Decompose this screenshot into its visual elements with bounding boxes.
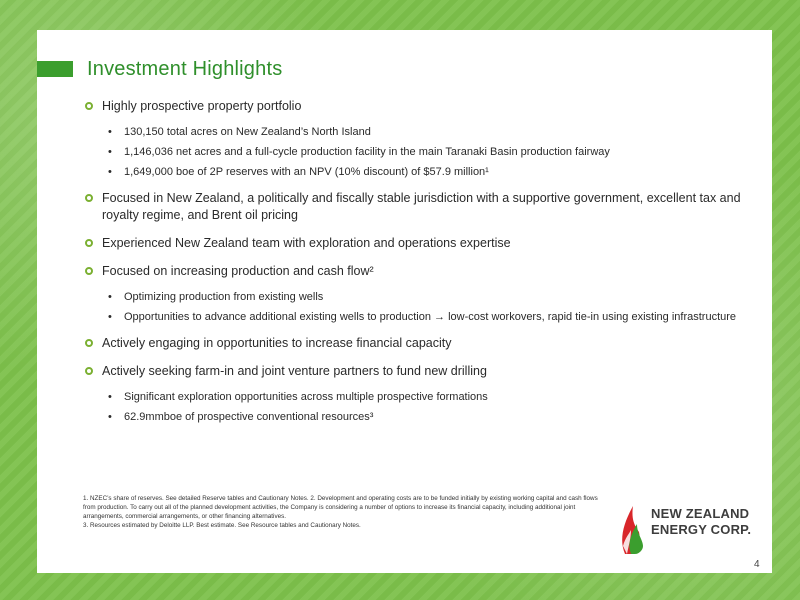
company-logo (617, 500, 767, 555)
bullet-text: Experienced New Zealand team with exploration and operations expertise (102, 236, 511, 250)
ring-bullet-icon (85, 102, 93, 110)
dot-bullet-icon: • (108, 391, 112, 403)
flame-logo-icon (617, 500, 649, 556)
sub-bullet-text: 1,649,000 boe of 2P reserves with an NPV (10% discount) of $57.9 million¹ (124, 166, 489, 178)
dot-bullet-icon: • (108, 411, 112, 423)
dot-bullet-icon: • (108, 146, 112, 158)
logo-text (651, 506, 751, 538)
sub-bullet-list (83, 290, 763, 325)
sub-bullet-list (83, 125, 763, 180)
slide-card (37, 30, 772, 573)
logo-line-1: NEW ZEALAND (651, 506, 750, 521)
ring-bullet-icon (85, 339, 93, 347)
dot-bullet-icon: • (108, 126, 112, 138)
bullet-text: Actively seeking farm-in and joint venture partners to fund new drilling (102, 364, 487, 378)
bullet-item (83, 190, 763, 224)
sub-bullet-item (83, 145, 763, 160)
sub-bullet-text: 1,146,036 net acres and a full-cycle production facility in the main Taranaki Basin production fairway (124, 146, 610, 158)
bullet-item (83, 98, 763, 115)
ring-bullet-icon (85, 239, 93, 247)
sub-bullet-text: Opportunities to advance additional existing wells to production → low-cost workovers, rapid tie-in using existing infrastructure (124, 311, 737, 323)
sub-bullet-item (83, 310, 763, 325)
sub-bullet-text: Optimizing production from existing wells (124, 291, 324, 303)
bullet-text: Highly prospective property portfolio (102, 99, 302, 113)
sub-bullet-list (83, 390, 763, 425)
dot-bullet-icon: • (108, 291, 112, 303)
bullet-text: Focused on increasing production and cash flow² (102, 264, 374, 278)
bullet-content (83, 98, 763, 435)
slide-title: Investment Highlights (87, 58, 283, 80)
dot-bullet-icon: • (108, 311, 112, 323)
sub-bullet-item (83, 125, 763, 140)
sub-bullet-item (83, 410, 763, 425)
footnote: 1. NZEC’s share of reserves. See detailed Reserve tables and Cautionary Notes. 2. Development and operating costs are to be funded initially by existing working capital and cash flows from production. To carry out all of the planned development activities, the Company is considering a number of options to increase its financial capacity, including additional joint arrangements, commercial arrangements, or other financing alternatives. (83, 495, 598, 520)
bullet-item (83, 335, 763, 352)
bullet-item (83, 235, 763, 252)
page-number: 4 (754, 559, 760, 570)
sub-bullet-item (83, 165, 763, 180)
bullet-text: Actively engaging in opportunities to increase financial capacity (102, 336, 452, 350)
logo-line-2: ENERGY CORP. (651, 522, 752, 537)
bullet-item (83, 363, 763, 380)
footnote: 3. Resources estimated by Deloitte LLP. Best estimate. See Resource tables and Cautionary Notes. (83, 522, 361, 529)
ring-bullet-icon (85, 194, 93, 202)
sub-bullet-text: 130,150 total acres on New Zealand’s North Island (124, 126, 371, 138)
footnotes (83, 494, 603, 530)
sub-bullet-item (83, 290, 763, 305)
sub-bullet-item (83, 390, 763, 405)
ring-bullet-icon (85, 367, 93, 375)
dot-bullet-icon: • (108, 166, 112, 178)
bullet-text: Focused in New Zealand, a politically and fiscally stable jurisdiction with a supportive government, excellent tax and royalty regime, and Brent oil pricing (102, 191, 741, 222)
sub-bullet-text: Significant exploration opportunities across multiple prospective formations (124, 391, 488, 403)
ring-bullet-icon (85, 267, 93, 275)
title-accent-bar (37, 61, 73, 77)
sub-bullet-text: 62.9mmboe of prospective conventional resources³ (124, 411, 374, 423)
bullet-item (83, 263, 763, 280)
